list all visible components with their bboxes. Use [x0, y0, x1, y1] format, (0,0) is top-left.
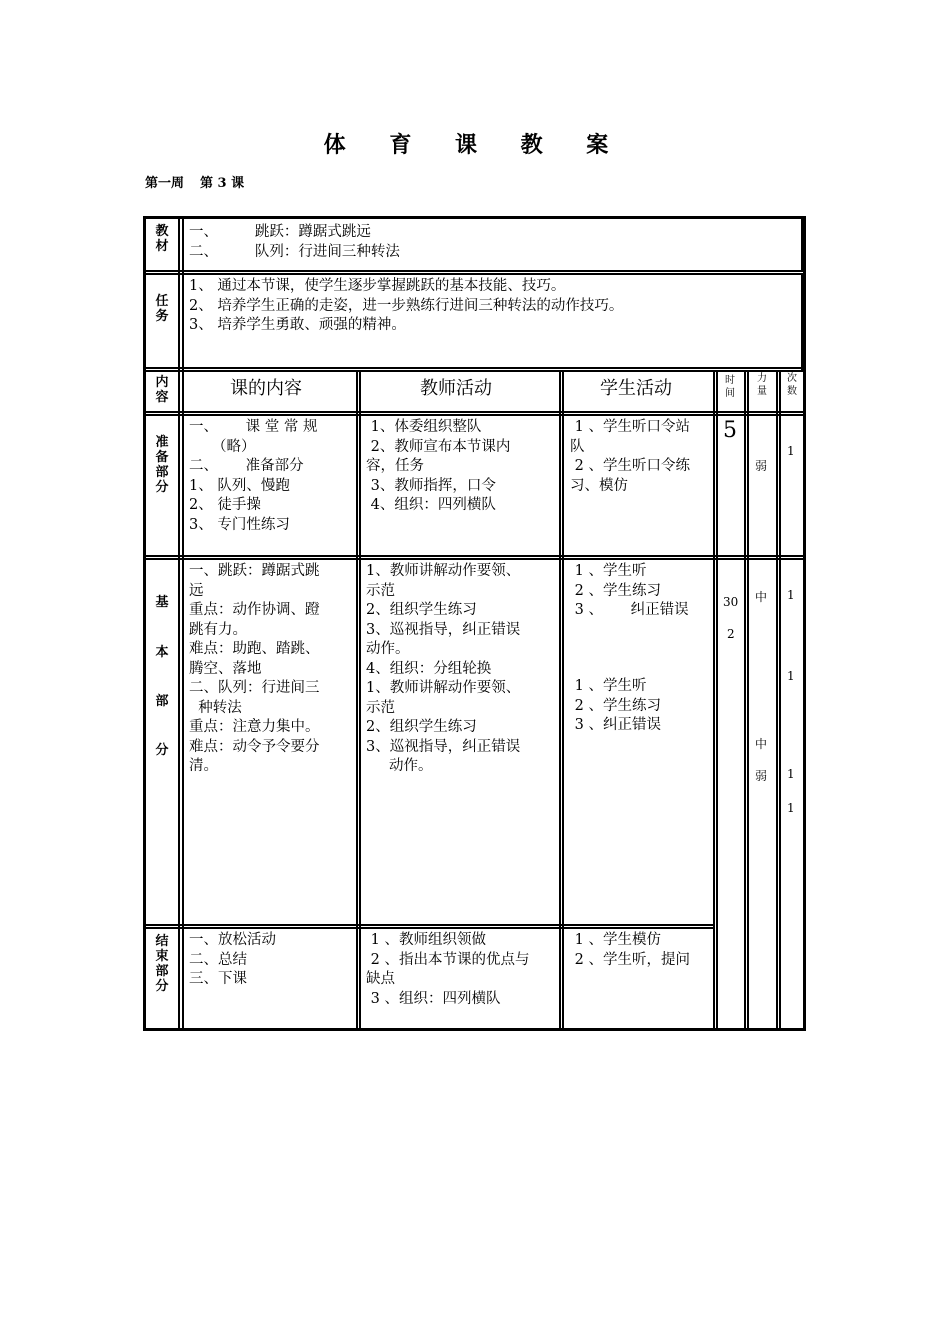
prep-time: 5 — [723, 418, 737, 443]
prep-content: 一、 课 堂 常 规 （略） 二、 准备部分 1、 队列、慢跑 2、 徒手操 3、 专门性练习 — [189, 419, 318, 533]
prep-teacher: 1、体委组织整队 2、教师宣布本节课内 容，任务 3、教师指挥，口令 4、组织：四列横队 — [366, 419, 511, 513]
task-text: 1、 通过本节课，使学生逐步掌握跳跃的基本技能、技巧。 2、 培养学生正确的走姿，进一步熟练行进间三种转法的动作技巧。 3、 培养学生勇敢、顽强的精神。 — [189, 278, 624, 333]
basic-label-4: 分 — [155, 743, 169, 758]
basic-count-3: 1 — [787, 767, 795, 781]
week-label: 第一周 — [145, 176, 185, 191]
student-activity-header: 学生活动 — [600, 378, 672, 399]
basic-student-1: 1 、学生听 2 、学生练习 3 、 纠正错误 — [574, 563, 689, 618]
time-header: 时 间 — [725, 375, 735, 399]
ending-content: 一、放松活动 二、总结 三、下课 — [189, 932, 276, 987]
course-content-header: 课的内容 — [230, 378, 302, 399]
lesson-info — [145, 172, 260, 191]
basic-label-1: 基 — [155, 595, 169, 610]
intensity-header: 力 量 — [757, 373, 767, 397]
teacher-activity-header: 教师活动 — [420, 378, 492, 399]
basic-count-2: 1 — [787, 669, 795, 683]
basic-count-1: 1 — [787, 588, 795, 602]
ending-teacher: 1 、教师组织领做 2 、指出本节课的优点与 缺点 3 、组织：四列横队 — [366, 932, 530, 1007]
ending-label: 结 束 部 分 — [155, 934, 169, 994]
basic-label-3: 部 — [155, 694, 169, 709]
count-header: 次 数 — [787, 373, 797, 397]
basic-intensity-2: 中 — [755, 737, 768, 751]
task-label: 任 务 — [155, 294, 169, 324]
basic-student-2: 1 、学生听 2 、学生练习 3 、纠正错误 — [574, 678, 661, 733]
basic-intensity-3: 弱 — [755, 769, 768, 783]
material-label: 教 材 — [155, 224, 169, 254]
basic-count-4: 1 — [787, 801, 795, 815]
lesson-label: 第 3 课 — [200, 176, 245, 191]
content-label: 内 容 — [155, 375, 169, 405]
prep-count: 1 — [787, 444, 795, 458]
basic-time-1: 30 — [723, 595, 739, 609]
prep-intensity: 弱 — [755, 459, 768, 473]
prep-student: 1 、学生听口令站 队 2 、学生听口令练 习、模仿 — [570, 419, 690, 494]
basic-teacher: 1、教师讲解动作要领、 示范 2、组织学生练习 3、巡视指导，纠正错误 动作。 4、组织：分组轮换 1、教师讲解动作要领、 示范 2、组织学生练习 3、巡视指导，纠正错误 动作。 — [366, 563, 521, 774]
basic-intensity-1: 中 — [755, 590, 768, 604]
basic-label-2: 本 — [155, 645, 169, 660]
page-title: 体 育 课 教 案 — [323, 132, 627, 158]
prep-label: 准 备 部 分 — [155, 435, 169, 495]
material-text: 一、 跳跃：蹲踞式跳远 二、 队列：行进间三种转法 — [189, 224, 400, 260]
ending-student: 1 、学生模仿 2 、学生听，提问 — [574, 932, 690, 968]
basic-time-2: 2 — [727, 627, 735, 641]
basic-content: 一、跳跃：蹲踞式跳 远 重点：动作协调、蹬 跳有力。 难点：助跑、踏跳、 腾空、落地 二、队列：行进间三 种转法 重点：注意力集中。 难点：动令予令要分 清。 — [189, 563, 320, 774]
